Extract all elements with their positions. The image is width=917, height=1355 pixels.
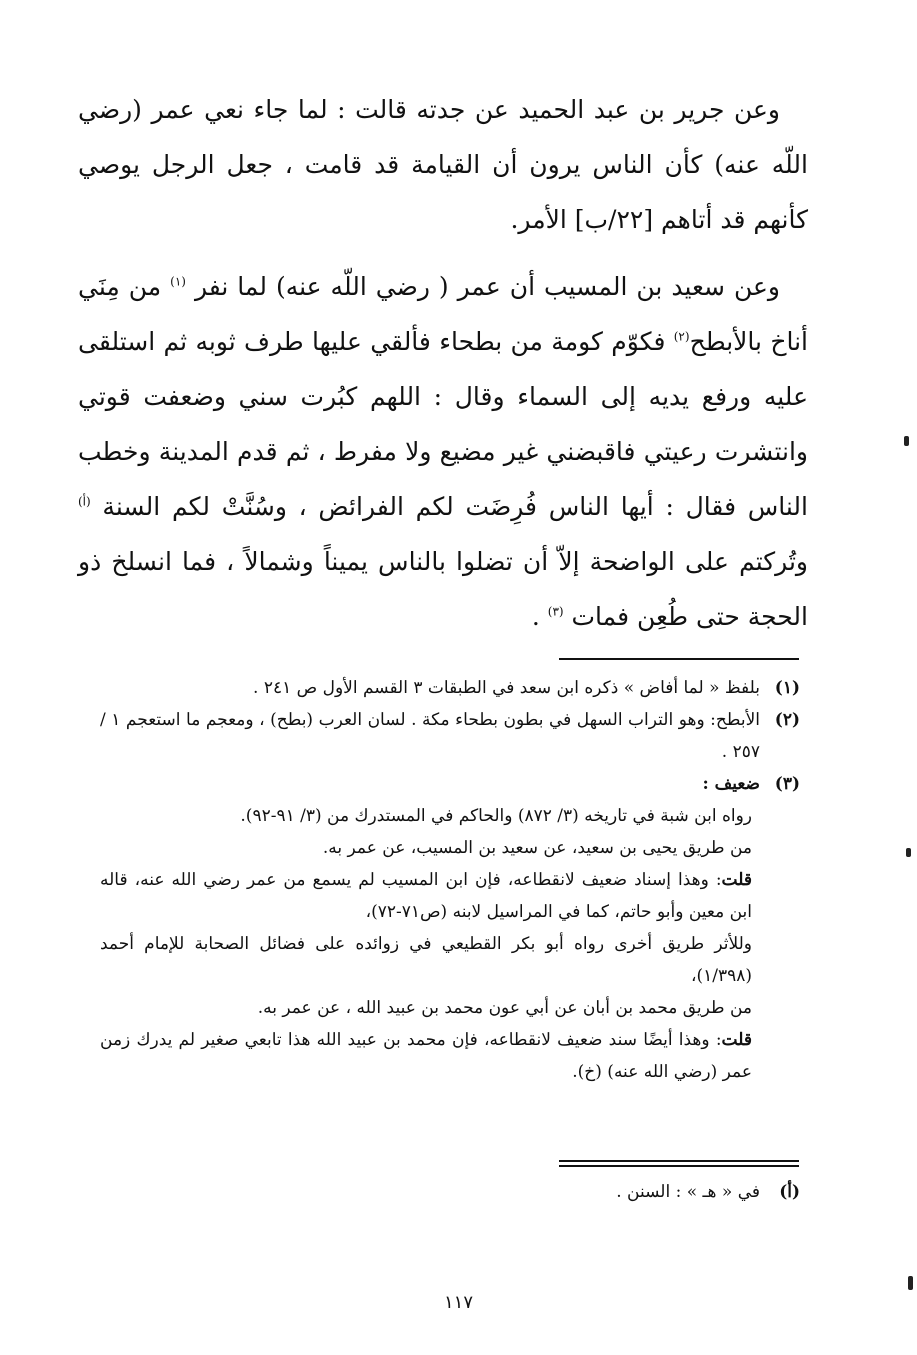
qult-label: قلت: [721, 870, 752, 890]
footnote-1: [100, 672, 800, 704]
footnote-3-line: من طريق يحيى بن سعيد، عن سعيد بن المسيب، عن عمر به.: [322, 838, 752, 858]
footnote-ref-2[interactable]: (٢): [673, 329, 690, 344]
paragraph-1: وعن جرير بن عبد الحميد عن جدته قالت : لما جاء نعي عمر (رضي اللّه عنه) كأن الناس يرون أن القيامة قد قامت ، جعل الرجل يوصي كأنهم قد أتاهم [٢٢/ب] الأمر.: [78, 95, 808, 234]
scan-speck: [904, 436, 909, 446]
paragraph-2-segment: وتُركتم على الواضحة إلاّ أن تضلوا بالناس يميناً وشمالاً ، فما انسلخ ذو الحجة حتى طُعِن فمات: [78, 547, 808, 631]
paragraph-2: [78, 259, 808, 644]
footnote-ref-a[interactable]: (أ): [78, 494, 91, 509]
footnote-text: الأبطح: وهو التراب السهل في بطون بطحاء مكة . لسان العرب (بطح) ، ومعجم ما استعجم ١ / ٢٥٧ .: [100, 710, 760, 762]
footnote-3-line: من طريق محمد بن أبان عن أبي عون محمد بن عبيد الله ، عن عمر به.: [257, 998, 752, 1018]
footnote-text: بلفظ « لما أفاض » ذكره ابن سعد في الطبقات ٣ القسم الأول ص ٢٤١ .: [253, 678, 760, 698]
footnote-3-line: [100, 1024, 752, 1088]
footnote-3-line: وللأثر طريق أخرى رواه أبو بكر القطيعي في زوائده على فضائل الصحابة للإمام أحمد (١/٣٩٨)،: [100, 934, 752, 986]
footnote-grade: ضعيف :: [702, 774, 760, 794]
paragraph-2-segment: .: [531, 602, 548, 631]
editor-note-text: في « هـ » : السنن .: [616, 1182, 760, 1202]
footnote-3-line: [100, 864, 752, 928]
footnote-ref-3[interactable]: (٣): [547, 604, 564, 619]
footnote-3-line-text: : وهذا إسناد ضعيف لانقطاعه، فإن ابن المسيب لم يسمع من عمر رضي الله عنه، قاله ابن معين وأبو حاتم، كما في المراسيل لابنه (ص٧١-٧٢)،: [100, 870, 752, 922]
qult-label: قلت: [721, 1030, 752, 1050]
page-number: ١١٧: [443, 1292, 473, 1313]
footnote-ref-1[interactable]: (١): [170, 274, 186, 289]
footnote-3-line: رواه ابن شبة في تاريخه (٣/ ٨٧٢) والحاكم في المستدرك من (٣/ ٩١-٩٢).: [240, 806, 752, 826]
footnote-number: (٢): [774, 710, 800, 730]
editor-note-number: (أ): [779, 1182, 800, 1202]
editor-note: [100, 1176, 800, 1208]
scan-speck: [906, 848, 911, 857]
footnote-number: (١): [774, 678, 800, 698]
scan-speck: [908, 1276, 913, 1290]
footnote-number: (٣): [774, 774, 800, 794]
footnotes: [100, 672, 800, 1088]
paragraph-2-segment: وعن سعيد بن المسيب أن عمر ( رضي اللّه عنه) لما نفر: [185, 272, 780, 301]
footnote-separator: [559, 658, 799, 660]
footnote-2: [100, 704, 800, 768]
editor-note-separator: [559, 1160, 799, 1167]
main-text: [78, 82, 808, 644]
footnote-3: [100, 768, 800, 800]
paragraph-2-segment: فكوّم كومة من بطحاء فألقي عليها طرف ثوبه ثم استلقى عليه ورفع يديه إلى السماء وقال : اللهم كبُرت سني وضعفت قوتي وانتشرت رعيتي فاقبضني غير مضيع ولا مفرط ، ثم قدم المدينة وخطب الناس فقال : أيها الناس فُرِضَت لكم الفرائض ، وسُنَّتْ لكم السنة: [78, 327, 808, 521]
footnote-3-line-text: : وهذا أيضًا سند ضعيف لانقطاعه، فإن محمد بن عبيد الله هذا تابعي صغير لم يدرك زمن عمر (رضي الله عنه) (خ).: [100, 1030, 752, 1082]
paragraph-2-segment: من مِنَي أناخ بالأبطح: [78, 272, 808, 356]
footnote-3-details: [100, 800, 800, 1088]
